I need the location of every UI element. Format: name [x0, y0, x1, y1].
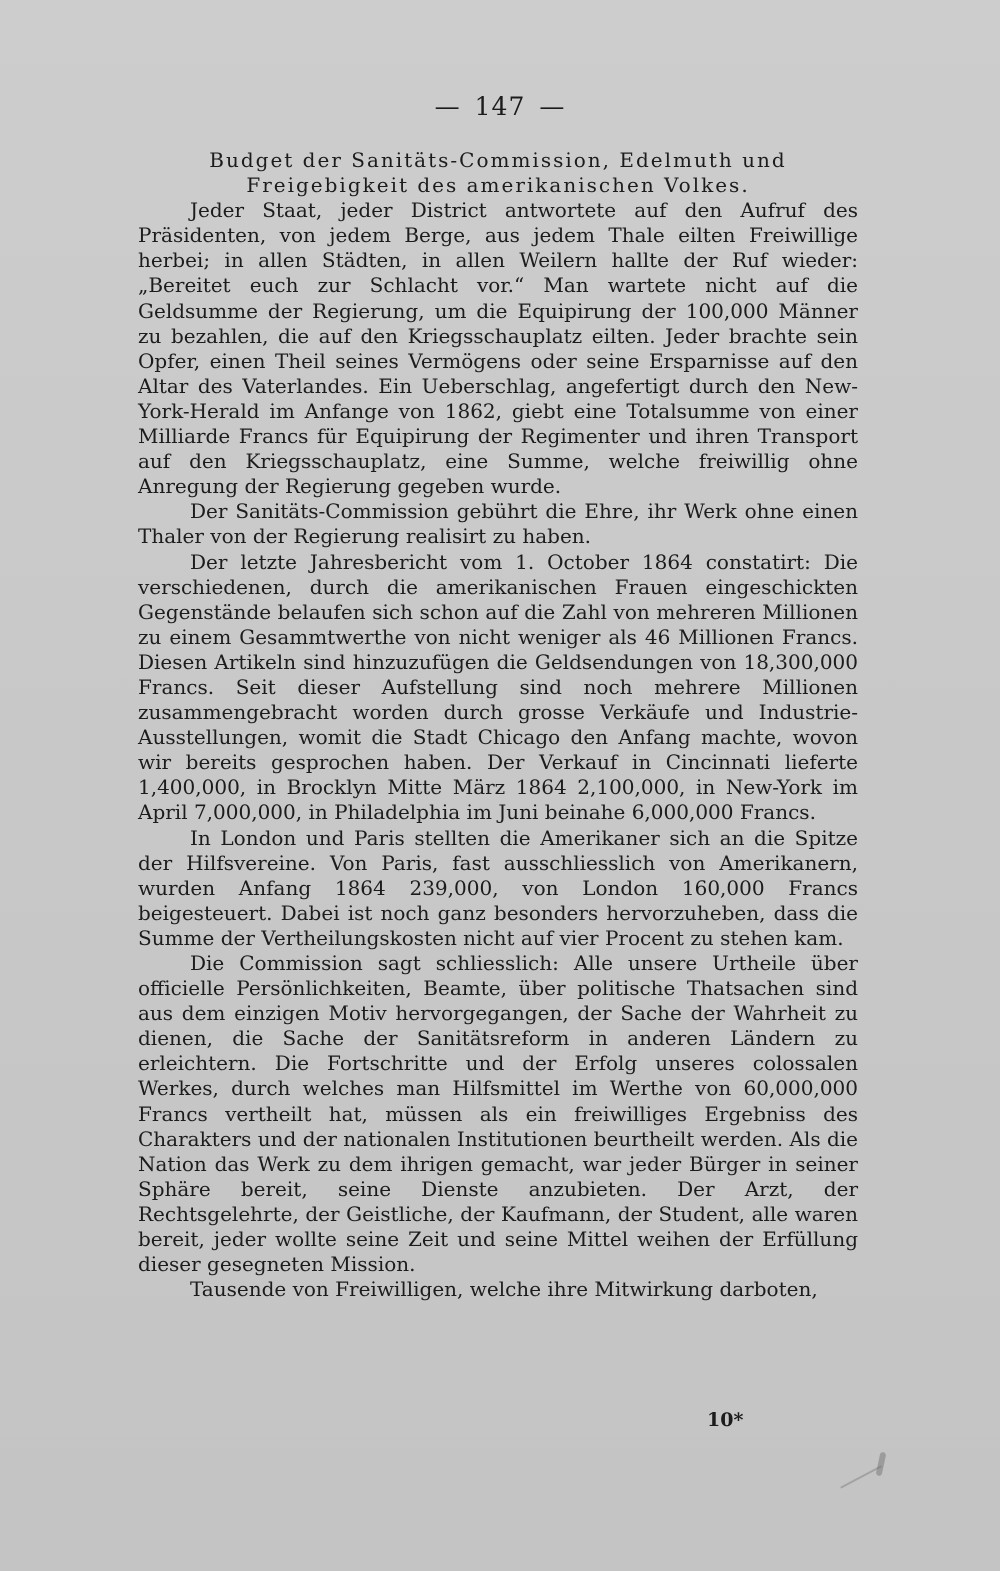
paper-scratch	[840, 1465, 882, 1488]
paper-stain	[876, 1452, 887, 1477]
paragraph-2: Jeder Staat, jeder District antwortete auf den Aufruf des Präsidenten, von jedem Berge, aus jedem Thale eilten Freiwillige herbei; in allen Städten, in allen Weilern hallte der Ruf wieder: „Bereitet euch zur Schlacht vor.“ Man wartete nicht auf die Geldsumme der Regierung, um die Equipirung der 100,000 Männer zu bezahlen, die auf den Kriegsschauplatz eilten. Jeder brachte sein Opfer, einen Theil seines Vermögens oder seine Ersparnisse auf den Altar des Vaterlandes. Ein Ueberschlag, angefertigt durch den New-York-Herald im Anfange von 1862, giebt eine Totalsumme von einer Milliarde Francs für Equipirung der Regimenter und ihren Transport auf den Kriegsschauplatz, eine Summe, welche freiwillig ohne Anregung der Regierung gegeben wurde.	[138, 198, 858, 499]
body-text	[138, 148, 858, 1302]
page-number-value: 147	[474, 92, 526, 121]
paragraph-5: In London und Paris stellten die Amerikaner sich an die Spitze der Hilfsvereine. Von Paris, fast ausschliesslich von Amerikanern, wurden Anfang 1864 239,000, von London 160,000 Francs beigesteuert. Dabei ist noch ganz besonders hervorzuheben, dass die Summe der Vertheilungskosten nicht auf vier Procent zu stehen kam.	[138, 825, 858, 950]
paragraph-6: Die Commission sagt schliesslich: Alle unsere Urtheile über officielle Persönlichkeiten, Beamte, über politische Thatsachen sind aus dem einzigen Motiv hervorgegangen, der Sache der Wahrheit zu dienen, die Sache der Sanitätsreform in anderen Ländern zu erleichtern. Die Fortschritte und der Erfolg unseres colossalen Werkes, durch welches man Hilfsmittel im Werthe von 60,000,000 Francs vertheilt hat, müssen als ein freiwilliges Ergebniss des Charakters und der nationalen Institutionen beurtheilt werden. Als die Nation das Werk zu dem ihrigen gemacht, war jeder Bürger in seiner Sphäre bereit, seine Dienste anzubieten. Der Arzt, der Rechtsgelehrte, der Geistliche, der Kaufmann, der Student, alle waren bereit, jeder wollte seine Zeit und seine Mittel weihen der Erfüllung dieser gesegneten Mission.	[138, 951, 858, 1277]
paragraph-1: Budget der Sanitäts-Commission, Edelmuth und Freigebigkeit des amerikanischen Volkes.	[209, 148, 787, 198]
page-number-dash-left: —	[434, 92, 461, 121]
paragraph-7: Tausende von Freiwilligen, welche ihre Mitwirkung darboten,	[190, 1277, 818, 1302]
page-number	[0, 92, 1000, 121]
paragraph-4: Der letzte Jahresbericht vom 1. October 1864 constatirt: Die verschiedenen, durch die amerikanischen Frauen eingeschickten Gegenstände belaufen sich schon auf die Zahl von mehreren Millionen zu einem Gesammtwerthe von nicht weniger als 46 Millionen Francs. Diesen Artikeln sind hinzuzufügen die Geldsendungen von 18,300,000 Francs. Seit dieser Aufstellung sind noch mehrere Millionen zusammengebracht worden durch grosse Verkäufe und Industrie-Ausstellungen, womit die Stadt Chicago den Anfang machte, wovon wir bereits gesprochen haben. Der Verkauf in Cincinnati lieferte 1,400,000, in Brocklyn Mitte März 1864 2,100,000, in New-York im April 7,000,000, in Philadelphia im Juni beinahe 6,000,000 Francs.	[138, 549, 858, 825]
paragraph-3: Der Sanitäts-Commission gebührt die Ehre, ihr Werk ohne einen Thaler von der Regierung realisirt zu haben.	[138, 499, 858, 549]
page-number-dash-right: —	[539, 92, 566, 121]
printer-signature: 10*	[707, 1409, 744, 1431]
